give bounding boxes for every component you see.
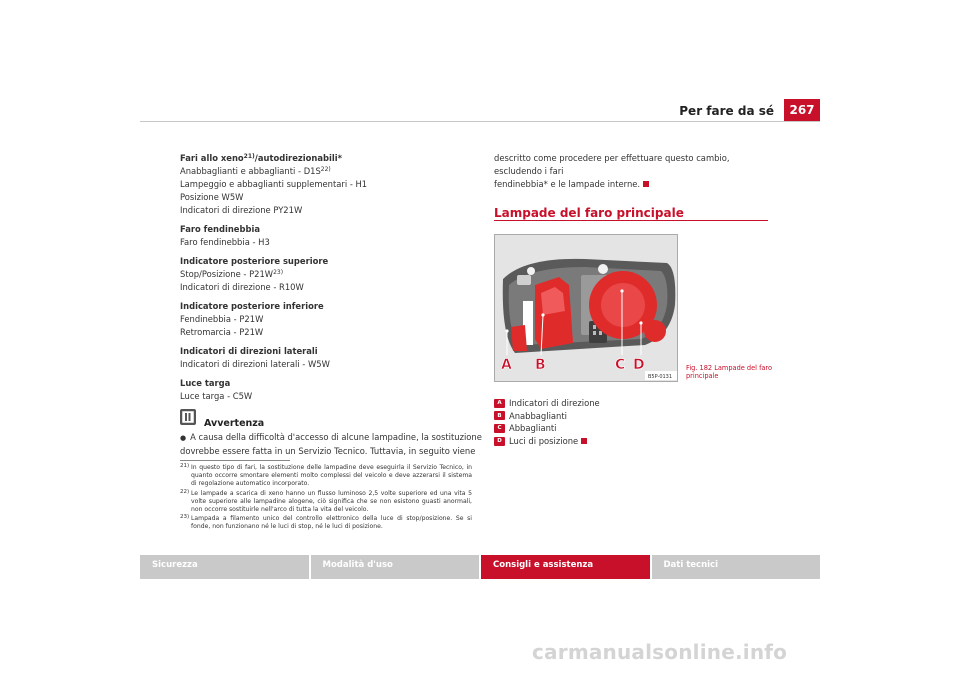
legend-badge: B — [494, 411, 505, 420]
figure-label-c: C — [615, 357, 626, 373]
figure-code: B5P-0131 — [648, 374, 673, 380]
fog-heading: Faro fendinebbia — [180, 224, 260, 234]
side-heading: Indicatori di direzioni laterali — [180, 346, 318, 356]
footnote-divider — [180, 460, 290, 461]
chapter-nav — [140, 555, 820, 579]
xenon-line: Lampeggio e abbaglianti supplementari - H1 — [180, 179, 368, 189]
warning-text: ● A causa della difficoltà d'accesso di alcune lampadine, la sostituzione — [180, 432, 482, 442]
page-number: 267 — [784, 99, 820, 121]
info-icon — [180, 409, 196, 425]
continued-text: fendinebbia* e le lampade interne. — [494, 178, 776, 191]
nav-tab-dati-tecnici[interactable]: Dati tecnici — [652, 555, 821, 579]
legend-item: C Abbaglianti — [494, 422, 600, 435]
left-column — [180, 152, 482, 458]
footnote-ref[interactable]: 21) — [243, 153, 255, 160]
plate-line: Luce targa - C5W — [180, 391, 253, 401]
rear-upper-heading: Indicatore posteriore superiore — [180, 256, 329, 266]
nav-tab-consigli-assistenza[interactable]: Consigli e assistenza — [481, 555, 650, 579]
legend-item: B Anabbaglianti — [494, 410, 600, 423]
headlight-figure — [494, 234, 678, 382]
footnote: 22) Le lampade a scarica di xeno hanno un flusso luminoso 2,5 volte superiore ed una vita 5 volte superiore alle lampadine alogene, ciò significa che se non esistono guasti anormali, non occorre sostituirle nell'arco di tutta la vita del veicolo. — [180, 488, 472, 514]
footnote: 21) In questo tipo di fari, la sostituzione delle lampadine deve eseguirla il Servizio Tecnico, in quanto occorre smontare elementi molto complessi del veicolo e deve azzerarsi il sistema di regolazione automatico incorporato. — [180, 463, 472, 488]
fog-line: Faro fendinebbia - H3 — [180, 237, 270, 247]
rear-upper-line: Stop/Posizione - $P21W^{23)}$ — [180, 269, 284, 279]
bullet-icon: ● — [180, 434, 187, 442]
rear-lower-line: Retromarcia - P21W — [180, 327, 264, 337]
legend-badge: D — [494, 437, 505, 446]
legend-item: D Luci di posizione — [494, 435, 600, 448]
plate-heading: Luce targa — [180, 378, 231, 388]
footnotes — [180, 460, 472, 533]
warning-header — [180, 409, 472, 429]
xenon-line: Posizione W5W — [180, 192, 244, 202]
headlight-illustration — [495, 235, 678, 382]
section-divider — [494, 220, 768, 221]
rear-upper-line: Indicatori di direzione - R10W — [180, 282, 304, 292]
figure-legend — [494, 397, 600, 447]
footnote-ref[interactable]: 23) — [273, 269, 284, 276]
side-line: Indicatori di direzioni laterali - W5W — [180, 359, 330, 369]
continued-text: descritto come procedere per effettuare questo cambio, escludendo i fari — [494, 153, 730, 176]
right-column-continued — [494, 152, 776, 191]
rear-lower-line: Fendinebbia - P21W — [180, 314, 264, 324]
header-divider — [140, 121, 820, 122]
page-header-title: Per fare da sé — [679, 104, 774, 118]
end-mark-icon — [581, 438, 587, 444]
footnote: 23) Lampada a filamento unico del controllo elettronico della luce di stop/posizione. Se si fonde, non funzionano né le luci di stop, né le luci di posizione. — [180, 514, 472, 531]
figure-caption: Fig. 182 Lampade del faro principale — [686, 364, 773, 381]
nav-tab-modalita-uso[interactable]: Modalità d'uso — [311, 555, 480, 579]
footnote-ref[interactable]: 22) — [320, 166, 331, 173]
xenon-line: Anabbaglianti e abbaglianti - $D1S^{22)}$ — [180, 166, 331, 176]
watermark-logo: carmanualsonline.info — [532, 640, 788, 664]
warning-title: Avvertenza — [204, 417, 265, 429]
figure-label-a: A — [501, 357, 512, 373]
rear-lower-heading: Indicatore posteriore inferiore — [180, 301, 324, 311]
section-title: Lampade del faro principale — [494, 206, 684, 220]
nav-tab-sicurezza[interactable]: Sicurezza — [140, 555, 309, 579]
xenon-heading: Fari allo xeno$^{21)}$/autodirezionabili* — [180, 153, 342, 163]
legend-badge: A — [494, 399, 505, 408]
legend-item: A Indicatori di direzione — [494, 397, 600, 410]
figure-label-d: D — [633, 357, 645, 373]
xenon-line: Indicatori di direzione PY21W — [180, 205, 303, 215]
end-mark-icon — [643, 181, 649, 187]
legend-badge: C — [494, 424, 505, 433]
figure-label-b: B — [535, 357, 546, 373]
warning-text: dovrebbe essere fatta in un Servizio Tecnico. Tuttavia, in seguito viene — [180, 446, 476, 456]
